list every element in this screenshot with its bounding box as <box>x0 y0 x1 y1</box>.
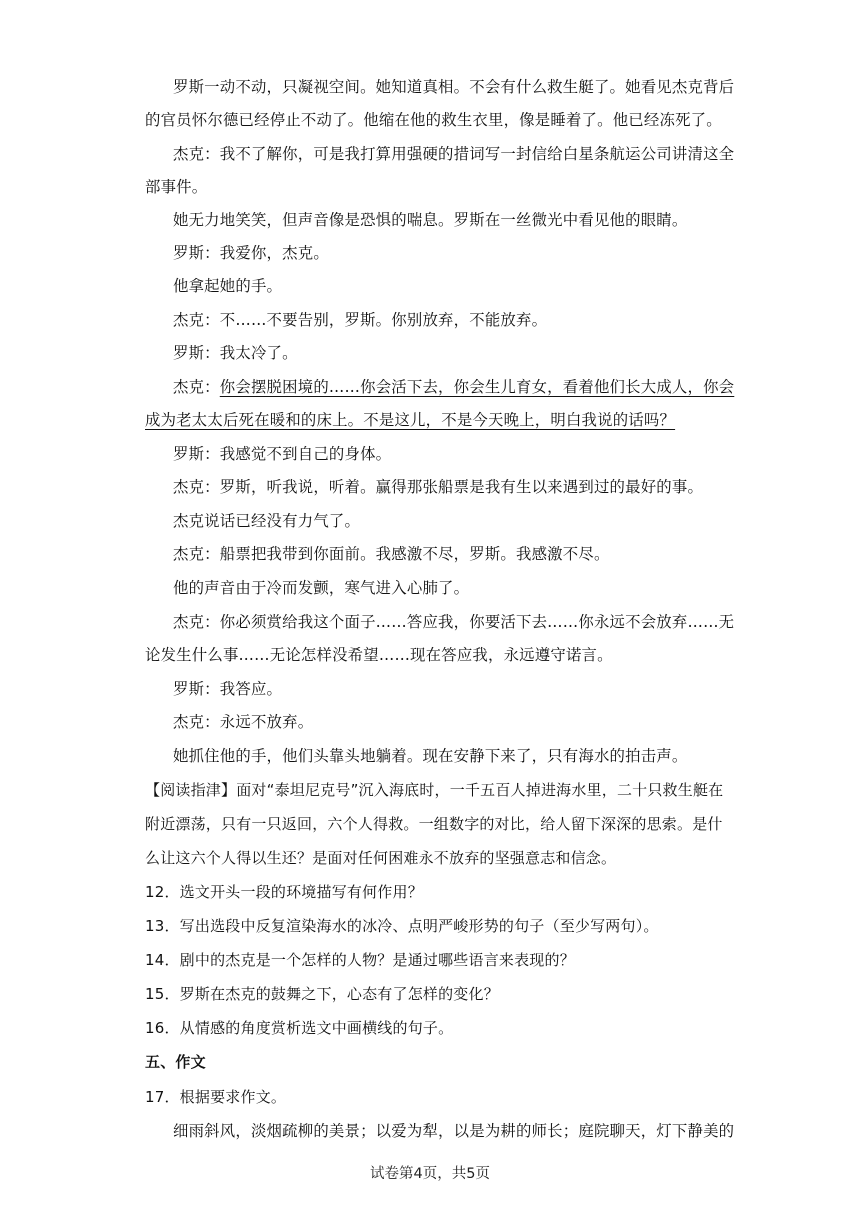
drama-para-2-line-1: 杰克：我不了解你，可是我打算用强硬的措词写一封信给白星条航运公司讲清这全 <box>173 145 735 163</box>
drama-para-3: 她无力地笑笑，但声音像是恐惧的喘息。罗斯在一丝微光中看见他的眼睛。 <box>173 211 688 229</box>
reading-guide-line-1: 【阅读指津】面对“泰坦尼克号”沉入海底时，一千五百人掉进海水里，二十只救生艇在 <box>145 781 724 799</box>
underlined-sentence-part-2: 成为老太太后死在暖和的床上。不是这儿，不是今天晚上，明白我说的话吗？ <box>145 411 676 429</box>
drama-para-14-line-1: 杰克：你必须赏给我这个面子……答应我，你要活下去……你永远不会放弃……无 <box>173 613 735 631</box>
composition-prompt-line-1: 细雨斜风，淡烟疏柳的美景；以爱为犁，以是为耕的师长；庭院聊天，灯下静美的 <box>173 1122 735 1140</box>
drama-para-13: 他的声音由于冷而发颤，寒气进入心肺了。 <box>173 579 470 597</box>
question-17: 17．根据要求作文。 <box>145 1088 287 1106</box>
section-heading-composition: 五、作文 <box>145 1053 206 1071</box>
page-footer: 试卷第4页，共5页 <box>370 1166 490 1182</box>
speaker-label: 杰克： <box>173 378 220 396</box>
underlined-sentence-part-1: 你会摆脱困境的……你会活下去，你会生儿育女，看着他们长大成人，你会 <box>219 378 735 396</box>
drama-para-15: 罗斯：我答应。 <box>173 680 283 698</box>
drama-para-6: 杰克：不……不要告别，罗斯。你别放弃，不能放弃。 <box>173 311 548 329</box>
drama-para-1-line-2: 的官员怀尔德已经停止不动了。他缩在他的救生衣里，像是睡着了。他已经冻死了。 <box>145 111 722 129</box>
drama-para-12: 杰克：船票把我带到你面前。我感激不尽，罗斯。我感激不尽。 <box>173 545 610 563</box>
question-16: 16．从情感的角度赏析选文中画横线的句子。 <box>145 1019 454 1037</box>
reading-guide-line-2: 附近漂荡，只有一只返回，六个人得救。一组数字的对比，给人留下深深的思索。是什 <box>145 815 723 833</box>
drama-para-11: 杰克说话已经没有力气了。 <box>173 512 361 530</box>
question-14: 14．剧中的杰克是一个怎样的人物？是通过哪些语言来表现的？ <box>145 951 575 969</box>
drama-para-5: 他拿起她的手。 <box>173 277 283 295</box>
question-13: 13．写出选段中反复渲染海水的冰冷、点明严峻形势的句子（至少写两句）。 <box>145 917 659 935</box>
question-12: 12．选文开头一段的环境描写有何作用？ <box>145 883 423 901</box>
drama-para-1-line-1: 罗斯一动不动，只凝视空间。她知道真相。不会有什么救生艇了。她看见杰克背后 <box>173 78 735 96</box>
drama-para-7: 罗斯：我太冷了。 <box>173 344 298 362</box>
drama-para-14-line-2: 论发生什么事……无论怎样没希望……现在答应我，永远遵守诺言。 <box>145 646 613 664</box>
drama-para-2-line-2: 部事件。 <box>145 178 208 196</box>
drama-para-8-line-1 <box>173 377 734 397</box>
drama-para-10: 杰克：罗斯，听我说，听着。赢得那张船票是我有生以来遇到过的最好的事。 <box>173 478 704 496</box>
drama-para-16: 杰克：永远不放弃。 <box>173 713 314 731</box>
drama-para-4: 罗斯：我爱你，杰克。 <box>173 244 329 262</box>
drama-para-9: 罗斯：我感觉不到自己的身体。 <box>173 445 392 463</box>
reading-guide-line-3: 么让这六个人得以生还？是面对任何困难永不放弃的坚强意志和信念。 <box>145 849 617 867</box>
drama-para-17: 她抓住他的手，他们头靠头地躺着。现在安静下来了，只有海水的拍击声。 <box>173 747 688 765</box>
question-15: 15．罗斯在杰克的鼓舞之下，心态有了怎样的变化？ <box>145 985 499 1003</box>
